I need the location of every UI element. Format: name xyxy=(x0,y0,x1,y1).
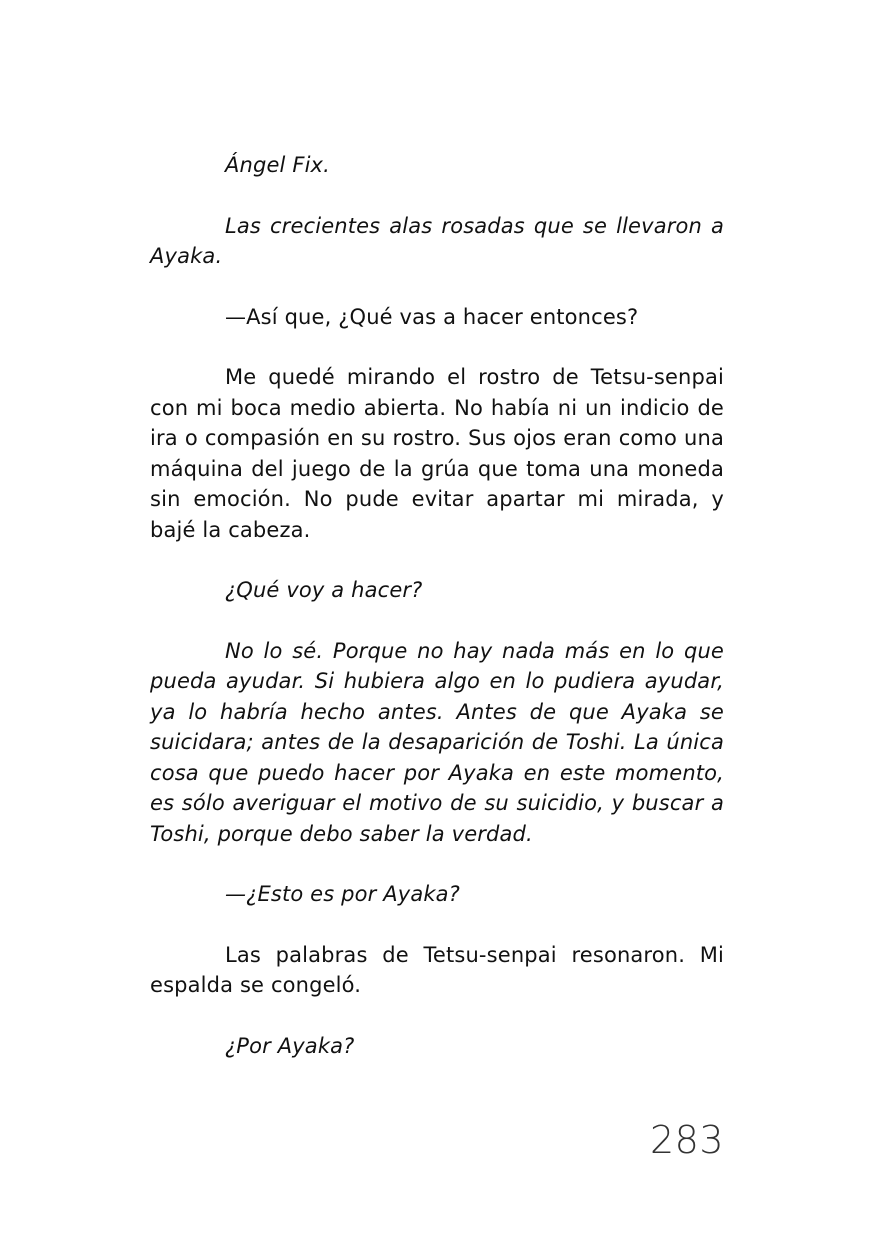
paragraph-i-dont-know: No lo sé. Porque no hay nada más en lo que pueda ayudar. Si hubiera algo en lo pudiera ayudar, ya lo habría hecho antes. Antes de que Ayaka se suicidara; antes de la desaparición de Toshi. La única cosa que puedo hacer por Ayaka en este momento, es sólo averiguar el motivo de su suicidio, y buscar a Toshi, porque debo saber la verdad. xyxy=(150,638,724,846)
paragraph-words-resonated: Las palabras de Tetsu-senpai resonaron. Mi espalda se congeló. xyxy=(150,942,724,997)
paragraph-for-ayaka: ¿Por Ayaka? xyxy=(225,1033,355,1058)
page-number: 283 xyxy=(649,1118,724,1162)
body-text xyxy=(150,150,724,1091)
paragraph-what-will-i-do: ¿Qué voy a hacer? xyxy=(225,578,423,602)
paragraph-dialogue-ayaka: —¿Esto es por Ayaka? xyxy=(225,882,460,906)
paragraph-dialogue-question: —Así que, ¿Qué vas a hacer entonces? xyxy=(225,304,639,329)
paragraph-narration-stare: Me quedé mirando el rostro de Tetsu-senpai con mi boca medio abierta. No había ni un indicio de ira o compasión en su rostro. Sus ojos eran como una máquina del juego de la grúa que toma una moneda sin emoción. No pude evitar apartar mi mirada, y bajé la cabeza. xyxy=(150,365,724,542)
paragraph-angel-fix: Ángel Fix. xyxy=(225,153,330,177)
paragraph-wings: Las crecientes alas rosadas que se llevaron a Ayaka. xyxy=(150,213,724,268)
